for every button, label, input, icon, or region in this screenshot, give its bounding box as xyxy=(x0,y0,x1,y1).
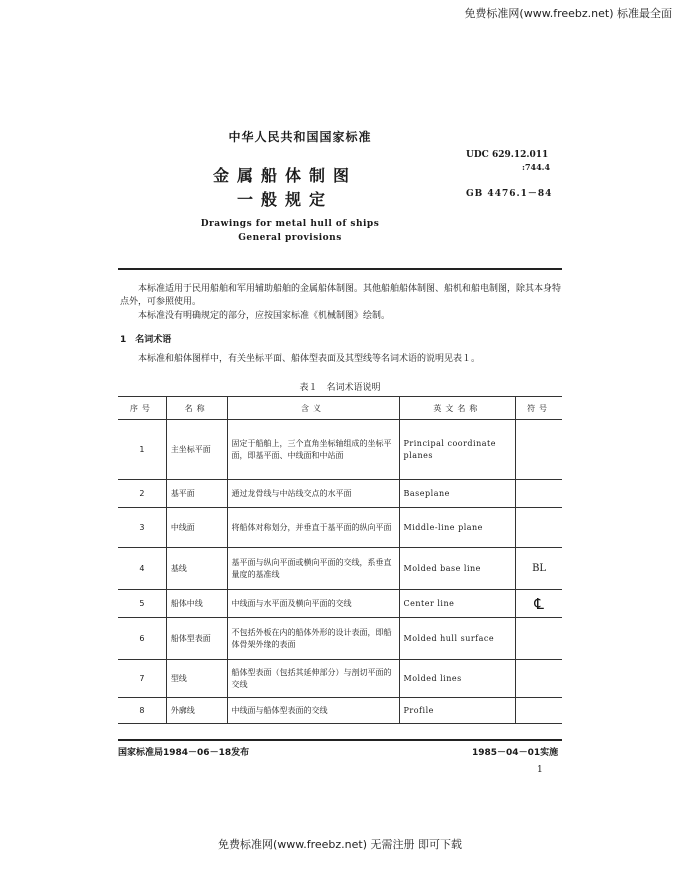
term-english: Profile xyxy=(399,698,516,724)
reference-paragraph: 本标准没有明确规定的部分，应按国家标准《机械制图》绘制。 xyxy=(138,311,391,321)
term-name: 外廓线 xyxy=(166,698,227,724)
table-row xyxy=(118,480,562,508)
row-number: 8 xyxy=(118,698,166,724)
term-english: Molded base line xyxy=(399,548,516,590)
term-english: Molded hull surface xyxy=(399,618,516,660)
row-number: 4 xyxy=(118,548,166,590)
term-definition: 中线面与水平面及横向平面的交线 xyxy=(227,590,399,618)
row-number: 1 xyxy=(118,420,166,480)
term-symbol xyxy=(516,618,562,660)
term-definition: 不包括外板在内的船体外形的设计表面，即船体骨架外缘的表面 xyxy=(227,618,399,660)
center-line-symbol: ℄ xyxy=(516,590,562,618)
udc-code-continuation: :744.4 xyxy=(522,162,551,172)
issue-date: 国家标准局1984－06－18发布 xyxy=(118,748,250,758)
national-standard-label: 中华人民共和国国家标准 xyxy=(228,130,372,144)
title-line2: 一般规定 xyxy=(236,190,333,209)
terms-table xyxy=(118,396,562,724)
implementation-date: 1985－04－01实施 xyxy=(472,748,559,758)
term-definition: 基平面与纵向平面或横向平面的交线，系垂直量度的基准线 xyxy=(227,548,399,590)
term-symbol xyxy=(516,480,562,508)
term-english: Principal coordinate planes xyxy=(399,420,516,480)
term-name: 主坐标平面 xyxy=(166,420,227,480)
page-number: 1 xyxy=(537,765,543,775)
header-name: 名称 xyxy=(166,397,227,420)
term-name: 船体中线 xyxy=(166,590,227,618)
term-symbol: BL xyxy=(516,548,562,590)
table-row xyxy=(118,548,562,590)
title-line1: 金属船体制图 xyxy=(212,166,357,185)
bottom-divider xyxy=(118,739,562,741)
table-caption: 表１ 名词术语说明 xyxy=(299,383,381,393)
header-english-name: 英文名称 xyxy=(399,397,516,420)
row-number: 3 xyxy=(118,508,166,548)
term-definition: 固定于船舶上，三个直角坐标轴组成的坐标平面，即基平面、中线面和中站面 xyxy=(227,420,399,480)
section-1-heading: 1 名词术语 xyxy=(120,335,172,345)
table-row xyxy=(118,660,562,698)
title-english-line2: General provisions xyxy=(238,233,342,243)
table-row xyxy=(118,420,562,480)
gb-standard-number: GB 4476.1－84 xyxy=(466,189,553,199)
row-number: 2 xyxy=(118,480,166,508)
header-number: 序号 xyxy=(118,397,166,420)
term-symbol xyxy=(516,508,562,548)
term-name: 型线 xyxy=(166,660,227,698)
term-definition: 将船体对称划分，并垂直于基平面的纵向平面 xyxy=(227,508,399,548)
scope-paragraph: 本标准适用于民用船舶和军用辅助船舶的金属船体制图。其他船舶船体制图、船机和船电制图，除其本身特点外，可参照使用。 xyxy=(120,284,562,307)
table-row xyxy=(118,698,562,724)
term-name: 中线面 xyxy=(166,508,227,548)
term-english: Molded lines xyxy=(399,660,516,698)
term-symbol xyxy=(516,698,562,724)
udc-code: UDC 629.12.011 xyxy=(466,150,549,160)
header-symbol: 符号 xyxy=(516,397,562,420)
term-definition: 通过龙骨线与中站线交点的水平面 xyxy=(227,480,399,508)
term-english: Middle-line plane xyxy=(399,508,516,548)
row-number: 5 xyxy=(118,590,166,618)
row-number: 7 xyxy=(118,660,166,698)
term-english: Center line xyxy=(399,590,516,618)
table-row xyxy=(118,590,562,618)
term-symbol xyxy=(516,660,562,698)
top-divider xyxy=(118,268,562,270)
table-row xyxy=(118,508,562,548)
title-english-line1: Drawings for metal hull of ships xyxy=(200,219,380,229)
term-name: 船体型表面 xyxy=(166,618,227,660)
table-row xyxy=(118,618,562,660)
term-name: 基线 xyxy=(166,548,227,590)
term-definition: 船体型表面（包括其延伸部分）与剖切平面的交线 xyxy=(227,660,399,698)
section-1-paragraph: 本标准和船体图样中，有关坐标平面、船体型表面及其型线等名词术语的说明见表１。 xyxy=(138,354,481,364)
header-definition: 含义 xyxy=(227,397,399,420)
row-number: 6 xyxy=(118,618,166,660)
watermark-bottom: 免费标准网(www.freebz.net) 无需注册 即可下载 xyxy=(217,838,463,851)
term-english: Baseplane xyxy=(399,480,516,508)
table-header-row xyxy=(118,397,562,420)
term-name: 基平面 xyxy=(166,480,227,508)
term-symbol xyxy=(516,420,562,480)
term-definition: 中线面与船体型表面的交线 xyxy=(227,698,399,724)
watermark-top: 免费标准网(www.freebz.net) 标准最全面 xyxy=(464,7,672,20)
